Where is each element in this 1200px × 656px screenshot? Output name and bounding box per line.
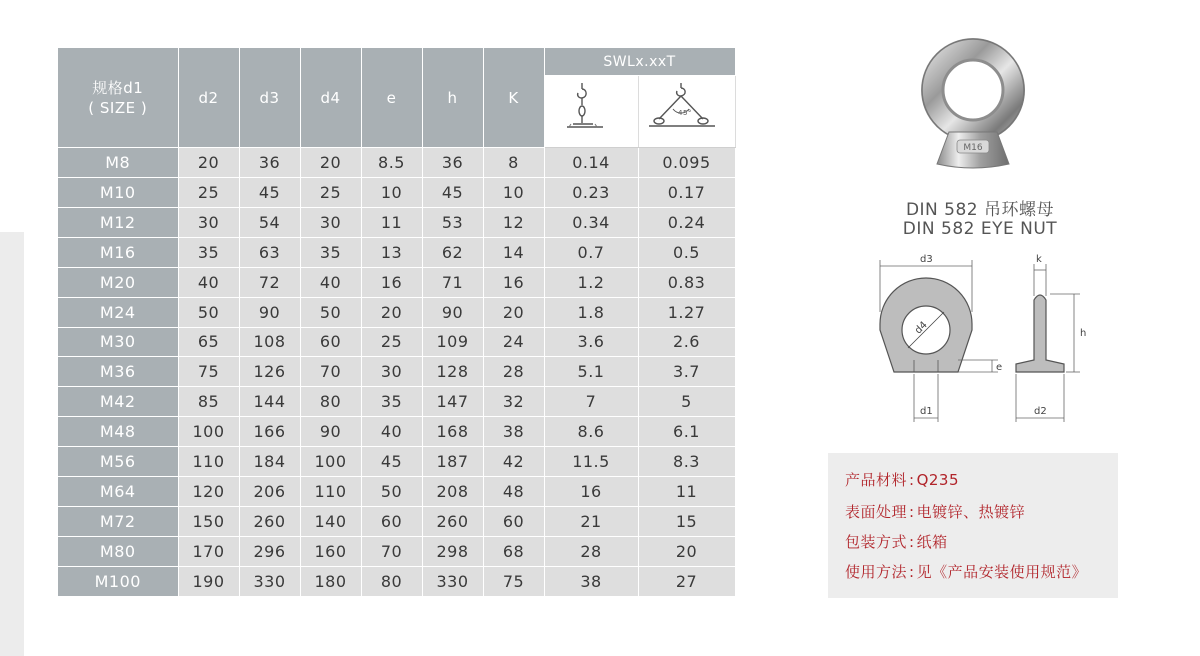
cell-e: 80 [361,566,422,596]
size-cell: M30 [58,327,178,357]
cell-e: 30 [361,357,422,387]
info-packaging-value: 纸箱 [916,533,948,551]
size-column-header [58,48,178,148]
cell-d3: 184 [239,447,300,477]
cell-e: 60 [361,507,422,537]
cell-d2: 75 [178,357,239,387]
table-row [58,267,735,297]
size-cell: M80 [58,536,178,566]
cell-d3: 206 [239,477,300,507]
cell-d4: 90 [300,417,361,447]
cell-h: 147 [422,387,483,417]
info-usage-value: 见《产品安装使用规范》 [916,563,1088,581]
label-d3: d3 [920,254,933,265]
cell-swl2: 0.24 [638,207,735,237]
table-row [58,536,735,566]
eye-nut-photo [905,28,1041,176]
label-e: e [996,362,1003,373]
cell-k: 24 [483,327,544,357]
cell-e: 35 [361,387,422,417]
table-row [58,566,735,596]
info-usage-label: 使用方法 [845,563,908,581]
info-material-label: 产品材料 [845,471,908,489]
cell-swl2: 27 [638,566,735,596]
product-info-panel [828,453,1118,598]
cell-h: 71 [422,267,483,297]
single-hook-lift-cell [544,76,638,148]
cell-e: 20 [361,297,422,327]
cell-d4: 35 [300,237,361,267]
cell-swl1: 1.8 [544,297,638,327]
cell-swl2: 0.5 [638,237,735,267]
cell-swl1: 8.6 [544,417,638,447]
cell-d2: 85 [178,387,239,417]
cell-swl1: 0.34 [544,207,638,237]
cell-swl1: 16 [544,477,638,507]
info-surface-label: 表面处理 [845,503,908,521]
col-header-e: e [361,48,422,148]
cell-k: 48 [483,477,544,507]
cell-d4: 80 [300,387,361,417]
label-h: h [1080,328,1087,339]
table-row [58,477,735,507]
cell-d4: 70 [300,357,361,387]
size-cell: M72 [58,507,178,537]
col-header-d3: d3 [239,48,300,148]
cell-k: 20 [483,297,544,327]
cell-k: 14 [483,237,544,267]
info-surface: 表面处理 : 电镀锌、热镀锌 [845,503,1026,521]
table-row [58,387,735,417]
cell-d2: 50 [178,297,239,327]
cell-e: 50 [361,477,422,507]
size-cell: M20 [58,267,178,297]
cell-swl2: 6.1 [638,417,735,447]
size-cell: M24 [58,297,178,327]
left-edge-strip [0,232,24,656]
cell-h: 187 [422,447,483,477]
cell-d4: 20 [300,148,361,178]
cell-d2: 170 [178,536,239,566]
col-header-k: K [483,48,544,148]
cell-swl2: 5 [638,387,735,417]
cell-swl1: 5.1 [544,357,638,387]
cell-swl2: 1.27 [638,297,735,327]
cell-d2: 100 [178,417,239,447]
cell-e: 16 [361,267,422,297]
cell-h: 62 [422,237,483,267]
cell-k: 16 [483,267,544,297]
cell-h: 128 [422,357,483,387]
table-row [58,447,735,477]
size-cell: M8 [58,148,178,178]
cell-d4: 50 [300,297,361,327]
cell-h: 208 [422,477,483,507]
cell-swl1: 3.6 [544,327,638,357]
cell-d4: 40 [300,267,361,297]
cell-k: 60 [483,507,544,537]
single-hook-lift-icon [561,81,621,139]
size-cell: M12 [58,207,178,237]
size-cell: M56 [58,447,178,477]
info-surface-value: 电镀锌、热镀锌 [916,503,1026,521]
cell-d2: 110 [178,447,239,477]
cell-h: 36 [422,148,483,178]
cell-swl1: 28 [544,536,638,566]
size-header-cn: 规格d1 [92,78,144,97]
info-material: 产品材料 : Q235 [845,471,960,489]
cell-d2: 25 [178,177,239,207]
spec-table [58,48,736,597]
cell-k: 68 [483,536,544,566]
cell-e: 10 [361,177,422,207]
cell-swl1: 11.5 [544,447,638,477]
cell-e: 11 [361,207,422,237]
cell-d3: 144 [239,387,300,417]
cell-h: 168 [422,417,483,447]
table-row [58,207,735,237]
cell-e: 70 [361,536,422,566]
cell-swl1: 1.2 [544,267,638,297]
label-d2: d2 [1034,406,1047,417]
double-sling-lift-icon [645,81,729,139]
cell-swl2: 8.3 [638,447,735,477]
cell-d4: 100 [300,447,361,477]
cell-e: 40 [361,417,422,447]
product-title-cn: DIN 582 吊环螺母 [905,200,1055,220]
size-cell: M64 [58,477,178,507]
product-title-en: DIN 582 EYE NUT [902,219,1058,239]
cell-d3: 296 [239,536,300,566]
table-row [58,507,735,537]
cell-h: 298 [422,536,483,566]
cell-swl2: 2.6 [638,327,735,357]
col-header-d4: d4 [300,48,361,148]
cell-d2: 35 [178,237,239,267]
svg-text:45°: 45° [677,108,692,117]
cell-k: 75 [483,566,544,596]
cell-d3: 126 [239,357,300,387]
cell-swl2: 11 [638,477,735,507]
cell-d3: 45 [239,177,300,207]
cell-h: 260 [422,507,483,537]
info-packaging: 包装方式 : 纸箱 [845,533,948,551]
cell-d4: 30 [300,207,361,237]
cell-h: 45 [422,177,483,207]
table-row [58,177,735,207]
table-row [58,297,735,327]
cell-swl2: 15 [638,507,735,537]
cell-d4: 60 [300,327,361,357]
table-row [58,357,735,387]
label-d1: d1 [920,406,933,417]
info-packaging-label: 包装方式 [845,533,908,551]
cell-e: 25 [361,327,422,357]
cell-k: 28 [483,357,544,387]
cell-swl2: 3.7 [638,357,735,387]
info-material-value: Q235 [916,471,960,489]
double-sling-lift-cell [638,76,735,148]
size-cell: M48 [58,417,178,447]
cell-swl1: 0.23 [544,177,638,207]
cell-k: 42 [483,447,544,477]
cell-swl1: 0.14 [544,148,638,178]
cell-d4: 160 [300,536,361,566]
cell-d2: 120 [178,477,239,507]
dimension-drawing [858,252,1108,430]
cell-d3: 330 [239,566,300,596]
cell-swl1: 38 [544,566,638,596]
cell-swl2: 20 [638,536,735,566]
cell-swl1: 7 [544,387,638,417]
col-header-h: h [422,48,483,148]
cell-d4: 110 [300,477,361,507]
cell-h: 90 [422,297,483,327]
table-row [58,237,735,267]
cell-swl2: 0.17 [638,177,735,207]
table-row [58,327,735,357]
cell-h: 53 [422,207,483,237]
size-cell: M36 [58,357,178,387]
cell-d3: 63 [239,237,300,267]
cell-e: 45 [361,447,422,477]
cell-d3: 54 [239,207,300,237]
table-row [58,417,735,447]
cell-d2: 20 [178,148,239,178]
cell-d3: 260 [239,507,300,537]
cell-d2: 65 [178,327,239,357]
cell-k: 10 [483,177,544,207]
cell-h: 109 [422,327,483,357]
cell-d4: 25 [300,177,361,207]
cell-h: 330 [422,566,483,596]
cell-d3: 90 [239,297,300,327]
info-usage: 使用方法 : 见《产品安装使用规范》 [845,563,1088,581]
cell-d3: 108 [239,327,300,357]
size-header-en: ( SIZE ) [88,98,148,117]
cell-k: 32 [483,387,544,417]
cell-d2: 190 [178,566,239,596]
cell-e: 13 [361,237,422,267]
cell-swl2: 0.83 [638,267,735,297]
cell-swl1: 21 [544,507,638,537]
label-k: k [1036,254,1042,265]
table-row [58,148,735,178]
cell-swl1: 0.7 [544,237,638,267]
cell-d3: 72 [239,267,300,297]
size-cell: M16 [58,237,178,267]
cell-d4: 180 [300,566,361,596]
swl-header: SWLx.xxT [544,48,735,76]
cell-d3: 36 [239,148,300,178]
size-cell: M10 [58,177,178,207]
cell-d2: 40 [178,267,239,297]
cell-e: 8.5 [361,148,422,178]
size-cell: M42 [58,387,178,417]
size-cell: M100 [58,566,178,596]
cell-k: 38 [483,417,544,447]
cell-swl2: 0.095 [638,148,735,178]
cell-k: 8 [483,148,544,178]
label-d4: d4 [912,319,930,337]
product-stamp: M16 [963,143,983,153]
cell-d2: 30 [178,207,239,237]
cell-k: 12 [483,207,544,237]
cell-d2: 150 [178,507,239,537]
cell-d4: 140 [300,507,361,537]
col-header-d2: d2 [178,48,239,148]
cell-d3: 166 [239,417,300,447]
